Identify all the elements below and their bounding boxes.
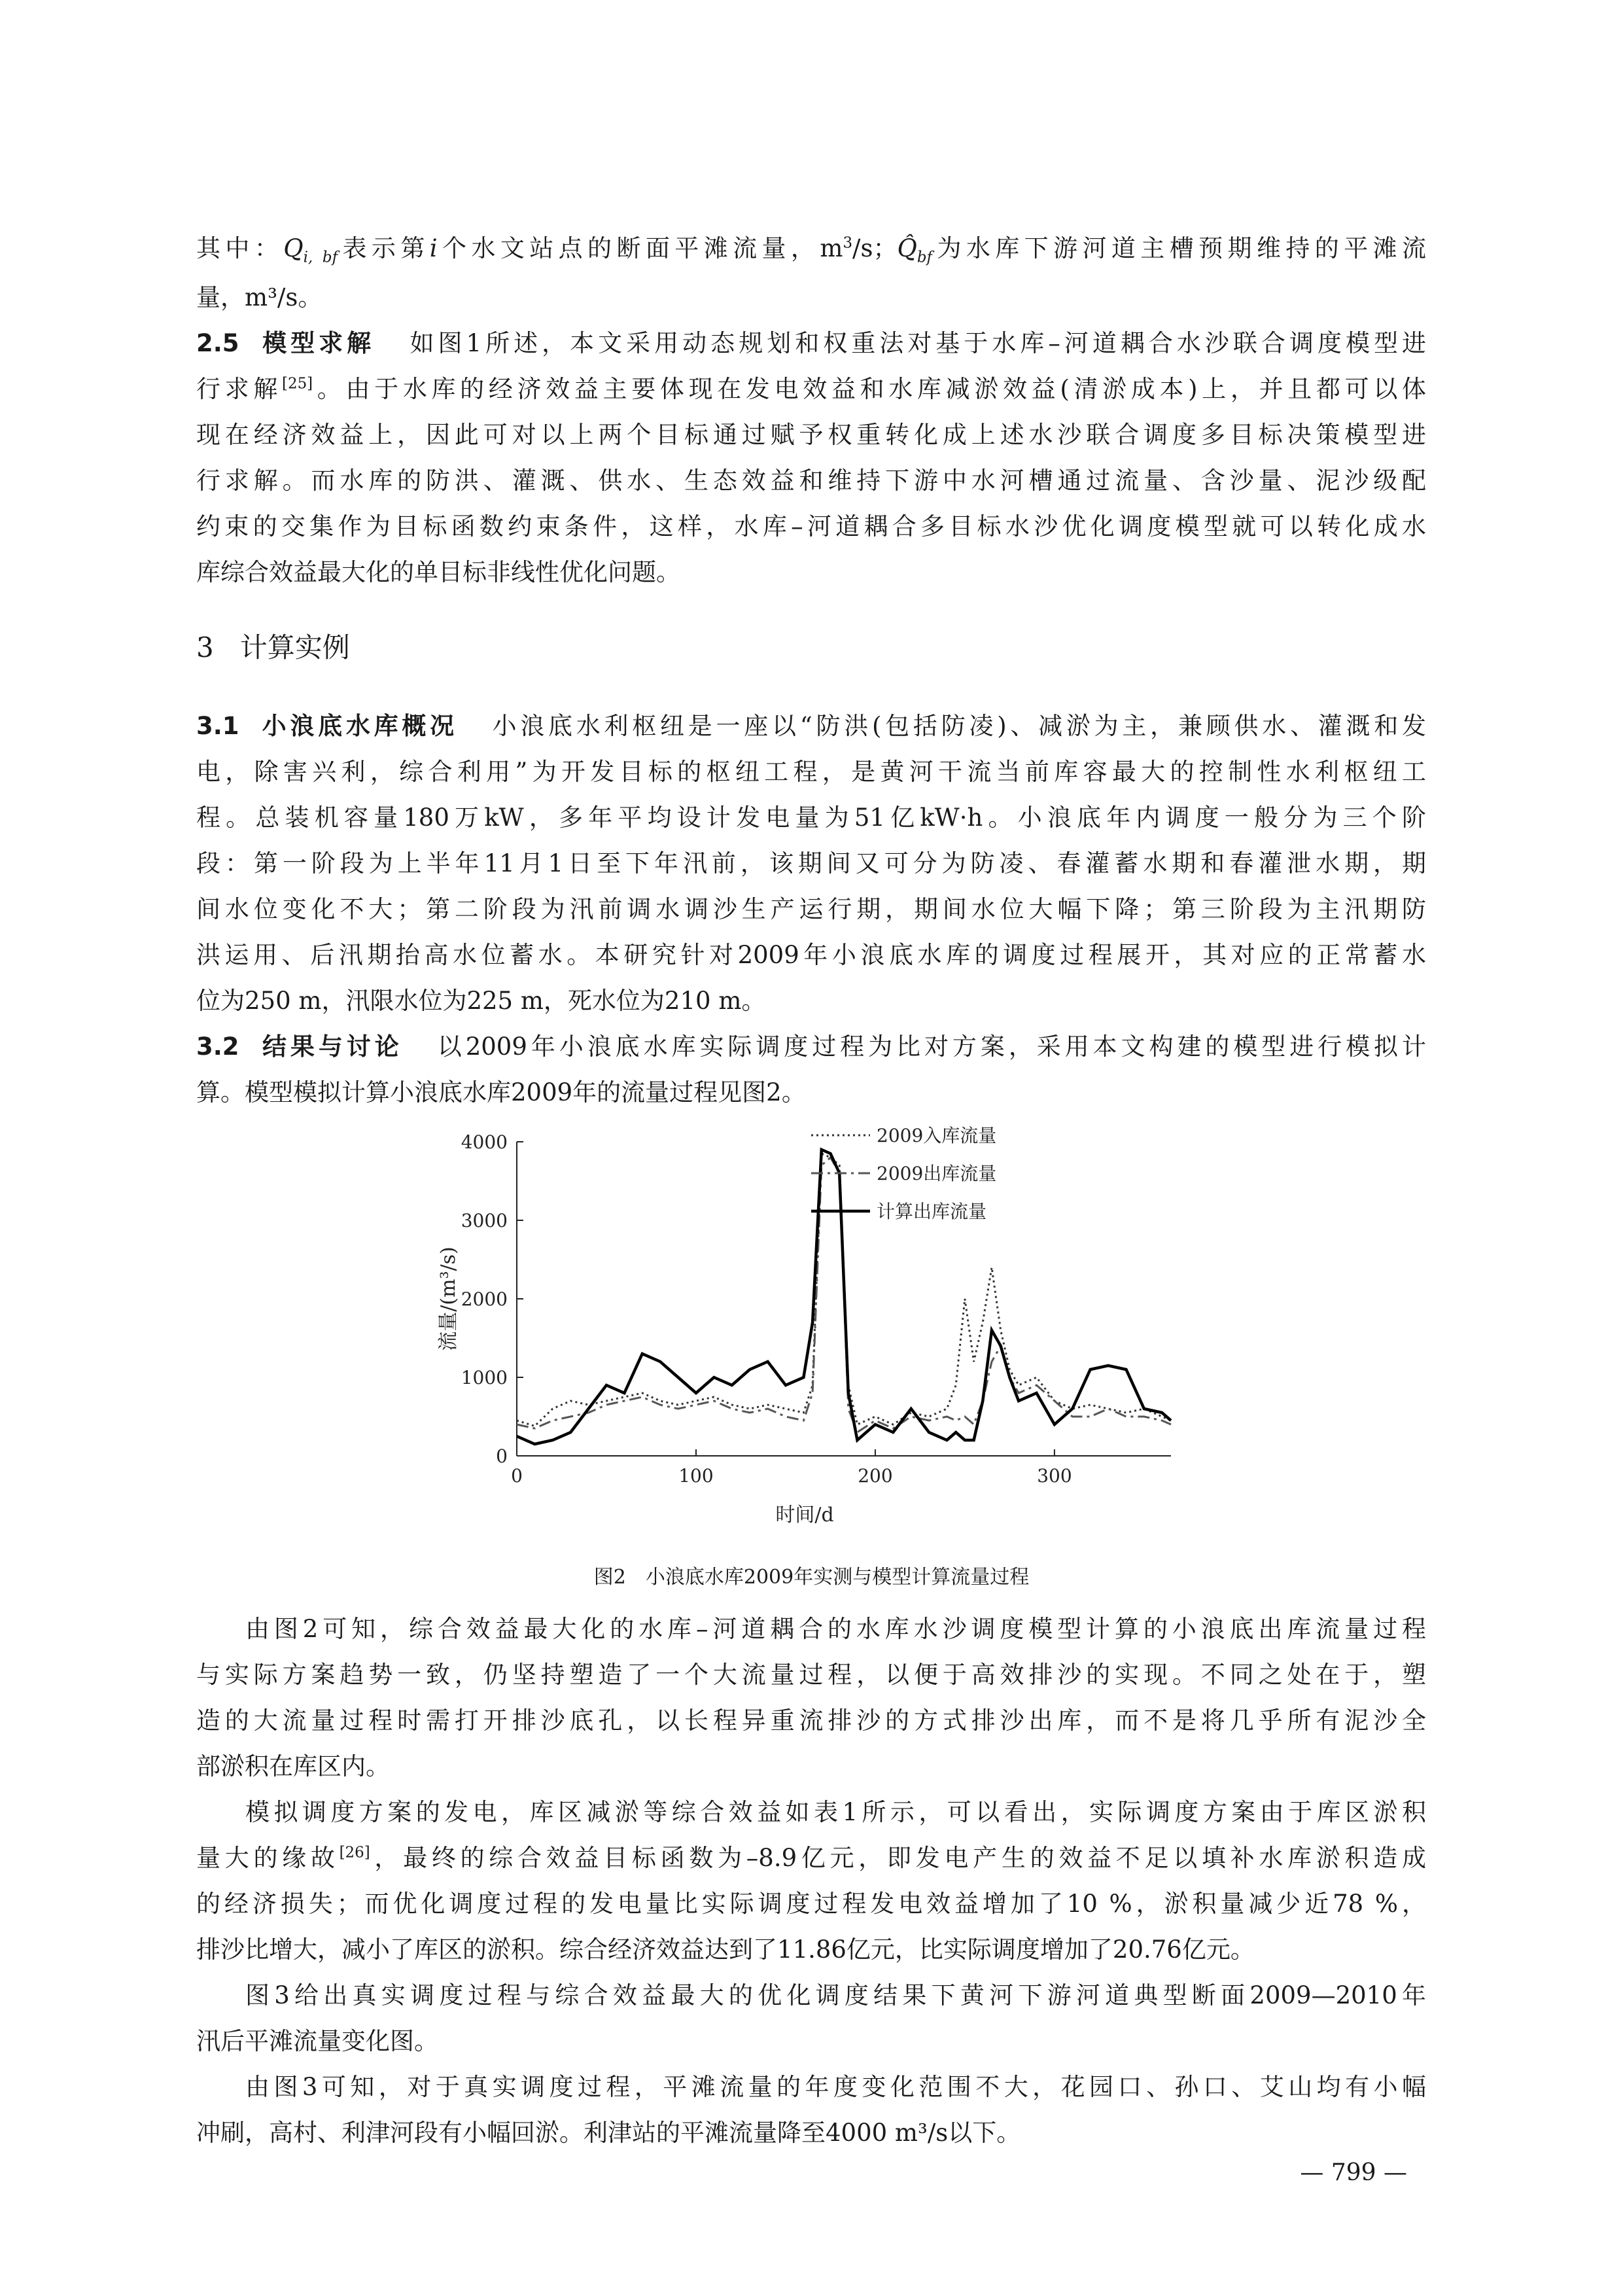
intro-text: 表示第 xyxy=(338,234,430,262)
section-number: 3 xyxy=(196,631,214,663)
sec31-line-6: 洪运用、后汛期抬高水位蓄水。本研究针对2009年小浪底水库的调度过程展开，其对应的正常蓄水 xyxy=(196,941,1426,969)
para-text: 如图1所述，本文采用动态规划和权重法对基于水库–河道耦合水沙联合调度模型进 xyxy=(410,329,1427,357)
para-text: 量大的缘故 xyxy=(196,1844,340,1872)
para-text: 行求解 xyxy=(196,375,283,403)
legend-label-3: 计算出库流量 xyxy=(877,1201,987,1222)
disc-p1-line-3: 造的大流量过程时需打开排沙底孔，以长程异重流排沙的方式排沙出库，而不是将几乎所有泥沙全 xyxy=(196,1706,1426,1735)
section-title: 模型求解 xyxy=(262,329,375,357)
series-line-3 xyxy=(517,1150,1171,1444)
sec25-line-2 xyxy=(196,366,1426,412)
section-title: 小浪底水库概况 xyxy=(262,712,458,740)
intro-text: 为水库下游河道主槽预期维持的平滩流 xyxy=(932,234,1427,262)
x-tick-label: 300 xyxy=(1037,1465,1072,1487)
disc-p2-line-2 xyxy=(196,1835,1426,1881)
intro-line-1 xyxy=(196,226,1426,272)
disc-p4-line-1: 由图3可知，对于真实调度过程，平滩流量的年度变化范围不大，花园口、孙口、艾山均有小幅 xyxy=(245,2073,1426,2101)
y-axis-label: 流量/(m³/s) xyxy=(437,1246,460,1351)
disc-p3-line-2: 汛后平滩流量变化图。 xyxy=(196,2027,438,2055)
figure-caption: 图2 小浪底水库2009年实测与模型计算流量过程 xyxy=(593,1566,1030,1589)
sec25-line-4: 行求解。而水库的防洪、灌溉、供水、生态效益和维持下游中水河槽通过流量、含沙量、泥沙级配 xyxy=(196,467,1426,495)
symbol-q: Q xyxy=(283,234,304,262)
y-tick-label: 2000 xyxy=(461,1288,508,1310)
disc-p4-line-2: 冲刷，高村、利津河段有小幅回淤。利津站的平滩流量降至4000 m³/s以下。 xyxy=(196,2119,1021,2147)
y-tick-label: 1000 xyxy=(461,1367,508,1388)
disc-p3-line-1: 图3给出真实调度过程与综合效益最大的优化调度结果下黄河下游河道典型断面2009—2010年 xyxy=(245,1981,1426,2009)
section-number: 3.2 xyxy=(196,1033,239,1061)
flow-chart xyxy=(419,1116,1217,1547)
sec31-line-5: 间水位变化不大；第二阶段为汛前调水调沙生产运行期，期间水位大幅下降；第三阶段为主汛期防 xyxy=(196,895,1426,923)
disc-p2-line-1: 模拟调度方案的发电，库区减淤等综合效益如表1所示，可以看出，实际调度方案由于库区淤积 xyxy=(245,1798,1426,1826)
superscript: 3 xyxy=(843,234,853,252)
page-number: — 799 — xyxy=(1300,2159,1407,2186)
legend-label-2: 2009出库流量 xyxy=(877,1163,997,1184)
disc-p1-line-2: 与实际方案趋势一致，仍坚持塑造了一个大流量过程，以便于高效排沙的实现。不同之处在于，塑 xyxy=(196,1661,1426,1689)
x-tick-label: 0 xyxy=(511,1465,523,1487)
intro-text: /s； xyxy=(852,234,898,262)
section-title: 计算实例 xyxy=(239,631,350,663)
symbol-i: i xyxy=(429,234,438,262)
sec32-line-2: 算。模型模拟计算小浪底水库2009年的流量过程见图2。 xyxy=(196,1078,806,1106)
sec25-line-1 xyxy=(196,321,1426,366)
sec25-line-6: 库综合效益最大化的单目标非线性优化问题。 xyxy=(196,558,680,586)
intro-text: 个水文站点的断面平滩流量，m xyxy=(437,234,843,262)
disc-p1-line-1: 由图2可知，综合效益最大化的水库–河道耦合的水库水沙调度模型计算的小浪底出库流量过程 xyxy=(245,1615,1426,1643)
sec25-line-5: 约束的交集作为目标函数约束条件，这样，水库–河道耦合多目标水沙优化调度模型就可以转化成水 xyxy=(196,512,1426,540)
y-tick-label: 0 xyxy=(496,1445,508,1467)
legend-label-1: 2009入库流量 xyxy=(877,1125,997,1146)
disc-p2-line-4: 排沙比增大，减小了库区的淤积。综合经济效益达到了11.86亿元，比实际调度增加了20.76亿元。 xyxy=(196,1935,1255,1964)
sec31-line-3: 程。总装机容量180万kW，多年平均设计发电量为51亿kW·h。小浪底年内调度一般分为三个阶 xyxy=(196,804,1426,832)
citation-ref: [25] xyxy=(282,375,313,393)
para-text: 。由于水库的经济效益主要体现在发电效益和水库减淤效益(清淤成本)上，并且都可以体 xyxy=(313,375,1426,403)
para-text: ，最终的综合效益目标函数为–8.9亿元，即发电产生的效益不足以填补水库淤积造成 xyxy=(370,1844,1427,1872)
symbol-qhat-subscript: bf xyxy=(916,249,933,266)
y-tick-label: 4000 xyxy=(461,1131,508,1153)
x-tick-label: 100 xyxy=(678,1465,714,1487)
para-text: 以2009年小浪底水库实际调度过程为比对方案，采用本文构建的模型进行模拟计 xyxy=(437,1033,1426,1061)
sec32-line-1 xyxy=(196,1024,1426,1070)
section-number: 3.1 xyxy=(196,712,239,740)
citation-ref: [26] xyxy=(339,1844,370,1862)
symbol-q-subscript: i, bf xyxy=(303,249,338,266)
intro-text: 其中： xyxy=(196,234,284,262)
sec31-line-7: 位为250 m，汛限水位为225 m，死水位为210 m。 xyxy=(196,987,766,1015)
section-title: 结果与讨论 xyxy=(262,1033,403,1061)
sec31-line-2: 电，除害兴利，综合利用”为开发目标的枢纽工程，是黄河干流当前库容最大的控制性水利枢纽工 xyxy=(196,758,1426,786)
y-tick-label: 3000 xyxy=(461,1210,508,1231)
section-3-heading xyxy=(196,625,1426,671)
x-tick-label: 200 xyxy=(858,1465,893,1487)
disc-p2-line-3: 的经济损失；而优化调度过程的发电量比实际调度过程发电效益增加了10 %，淤积量减少近78 %， xyxy=(196,1890,1426,1918)
symbol-qhat: Q̂ xyxy=(897,234,917,262)
sec25-line-3: 现在经济效益上，因此可对以上两个目标通过赋予权重转化成上述水沙联合调度多目标决策模型进 xyxy=(196,421,1426,449)
disc-p1-line-4: 部淤积在库区内。 xyxy=(196,1752,390,1780)
intro-line-2: 量，m³/s。 xyxy=(196,283,323,311)
sec31-line-1 xyxy=(196,703,1426,749)
section-number: 2.5 xyxy=(196,329,239,357)
sec31-line-4: 段：第一阶段为上半年11月1日至下年汛前，该期间又可分为防凌、春灌蓄水期和春灌泄水期，期 xyxy=(196,849,1426,877)
para-text: 小浪底水利枢纽是一座以“防洪(包括防凌)、减淤为主，兼顾供水、灌溉和发 xyxy=(492,712,1426,740)
x-axis-label: 时间/d xyxy=(775,1504,834,1527)
